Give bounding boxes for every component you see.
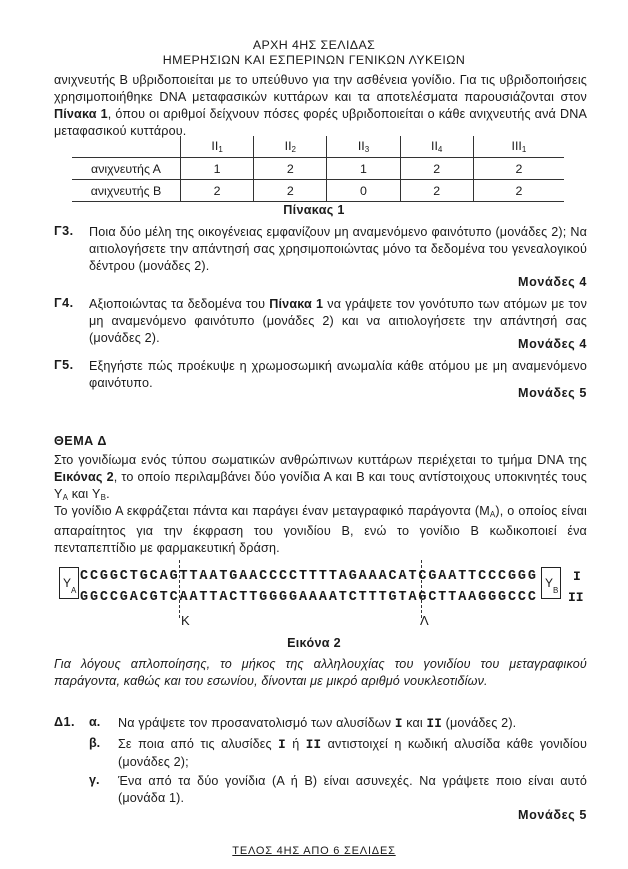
subquestion-text-part: ή — [285, 737, 306, 751]
table-cell: 1 — [181, 158, 254, 180]
subquestion-text-part: και — [402, 716, 427, 730]
figure-reference: Εικόνας 2 — [54, 470, 114, 484]
table-cell: 1 — [327, 158, 400, 180]
subscript: B — [100, 493, 107, 502]
strand-ref: II — [305, 738, 322, 752]
table-cell: 2 — [254, 180, 327, 202]
theme-d-paragraph-2 — [54, 503, 587, 557]
table-1 — [72, 136, 564, 202]
question-text: Εξηγήστε πώς προέκυψε η χρωμοσωμική ανωμαλία κάθε ατόμου με μη αναμενόμενο φαινότυπο. — [89, 359, 587, 390]
promoter-label: Y — [63, 576, 72, 590]
paragraph-text: , το οποίο περιλαμβάνει δύο γονίδια Α και Β και τους αντίστοιχους υποκινητές τους Y — [54, 470, 588, 501]
paragraph-text: Στο γονιδίωμα ενός τύπου σωματικών ανθρώπινων κυττάρων περιέχεται το τμήμα DNA της — [54, 453, 587, 467]
question-text-part: να γράψετε τον γονότυπο των ατόμων με τον μη αναμενόμενο φαινότυπο (μονάδες 2) και να αιτιολογήσετε την απάντησή σας (μονάδες 2). — [89, 297, 588, 345]
row-label: ανιχνευτής Α — [72, 158, 181, 180]
paragraph-text: . — [106, 487, 110, 501]
subquestion-label: α. — [89, 715, 101, 729]
strand-ref: I — [278, 738, 286, 752]
cut-site-k-label: Κ — [181, 613, 190, 628]
table-reference: Πίνακα 1 — [269, 297, 324, 311]
promoter-sub: B — [553, 586, 559, 595]
subquestion-text-part: (μονάδες 2). — [441, 716, 517, 730]
table-row — [72, 158, 564, 180]
subquestion-text — [118, 736, 587, 771]
page-header-start: ΑΡΧΗ 4ΗΣ ΣΕΛΙΔΑΣ — [252, 38, 376, 52]
subquestion-label: γ. — [89, 773, 100, 787]
cut-site-l-label: Λ — [420, 613, 429, 628]
subquestion-text: Ένα από τα δύο γονίδια (Α ή Β) είναι ασυνεχές. Να γράψετε ποιο είναι αυτό (μονάδα 1). — [118, 774, 587, 805]
subquestion-text-part: Σε ποια από τις αλυσίδες — [118, 737, 279, 751]
paragraph-text: Το γονίδιο Α εκφράζεται πάντα και παράγει έναν μεταγραφικό παράγοντα (Μ — [54, 504, 490, 518]
column-header: $II_1$ — [181, 136, 254, 158]
intro-paragraph — [54, 72, 587, 140]
table-cell: 2 — [400, 158, 473, 180]
subquestion-text-part: Να γράψετε τον προσανατολισμό των αλυσίδων — [118, 716, 395, 730]
intro-text: ανιχνευτής Β υβριδοποιείται με το υπεύθυνο για την ασθένεια γονίδιο. Για τις υβριδοποιήσεις χρησιμοποιήθηκε DNA μεταφασικών κυττάρων και τα αποτελέσματα παρουσιάζονται στον — [54, 73, 587, 104]
table-row — [72, 180, 564, 202]
subquestion-text — [118, 715, 587, 733]
page-footer — [0, 845, 628, 857]
theme-d-paragraph-1 — [54, 452, 587, 506]
table-cell: 2 — [400, 180, 473, 202]
promoter-ya-box — [59, 567, 79, 599]
promoter-label: Y — [545, 576, 554, 590]
table-cell: 2 — [473, 158, 564, 180]
column-header: $II_4$ — [400, 136, 473, 158]
paragraph-text: ), ο οποίος είναι απαραίτητος για την έκφραση του γονιδίου Β, ενώ το γονίδιο Β κωδικοποιεί ένα πενταπεπτίδιο με φαρμακευτική δράση. — [54, 504, 587, 555]
dna-top-strand: CCGGCTGCAGTTAATGAACCCCTTTTAGAAACATCGAATTCCCGGG — [80, 569, 538, 584]
simplification-note: Για λόγους απλοποίησης, το μήκος της αλληλουχίας του γονιδίου του μεταγραφικού παράγοντα, καθώς και του εσωνίου, δίνονται με μικρό αριθμό νουκλεοτιδίων. — [54, 657, 587, 688]
question-marks: Μονάδες 4 — [518, 275, 587, 289]
table-caption: Πίνακας 1 — [283, 203, 345, 217]
strand-label-i: I — [573, 569, 581, 584]
footer-text: ΤΕΛΟΣ 4ΗΣ ΑΠΟ 6 ΣΕΛΙΔΕΣ — [232, 845, 396, 857]
subscript: A — [62, 493, 69, 502]
question-number: Δ1. — [54, 715, 76, 729]
column-header: $III_1$ — [473, 136, 564, 158]
question-text — [89, 296, 587, 347]
column-header: $II_3$ — [327, 136, 400, 158]
question-marks: Μονάδες 4 — [518, 337, 587, 351]
question-number: Γ3. — [54, 224, 74, 238]
table-header-row — [72, 136, 564, 158]
strand-ref: II — [426, 717, 442, 731]
question-marks: Μονάδες 5 — [518, 808, 587, 822]
section-title: ΘΕΜΑ Δ — [54, 434, 107, 448]
intro-text-end: , όπου οι αριθμοί δείχνουν πόσες φορές υβριδοποιείται ο κάθε ανιχνευτής ανά DNA μεταφασικού κυττάρου. — [54, 107, 587, 138]
row-label: ανιχνευτής Β — [72, 180, 181, 202]
subquestion-text-part: αντιστοιχεί η κωδική αλυσίδα κάθε γονιδίου (μονάδες 2); — [118, 737, 587, 769]
question-text-part: Αξιοποιώντας τα δεδομένα του — [89, 297, 270, 311]
table-corner — [72, 136, 181, 158]
question-marks: Μονάδες 5 — [518, 386, 587, 400]
figure-caption: Εικόνα 2 — [287, 636, 341, 650]
question-number: Γ5. — [54, 358, 74, 372]
column-header: $II_2$ — [254, 136, 327, 158]
table-cell: 2 — [181, 180, 254, 202]
paragraph-text: και Y — [68, 487, 101, 501]
strand-label-ii: II — [568, 590, 584, 605]
table-reference: Πίνακα 1 — [54, 107, 108, 121]
table-cell: 0 — [327, 180, 400, 202]
promoter-yb-box — [541, 567, 561, 599]
subquestion-label: β. — [89, 736, 101, 750]
table-cell: 2 — [254, 158, 327, 180]
question-text: Ποια δύο μέλη της οικογένειας εμφανίζουν μη αναμενόμενο φαινότυπο (μονάδες 2); Να αιτιολογήσετε την απάντησή σας χρησιμοποιώντας μόνο τα δεδομένα του γενεαλογικού δέντρου (μονάδες 2). — [89, 225, 587, 273]
subscript: Α — [489, 510, 496, 519]
question-number: Γ4. — [54, 296, 74, 310]
promoter-sub: A — [71, 586, 77, 595]
page-header-school: ΗΜΕΡΗΣΙΩΝ ΚΑΙ ΕΣΠΕΡΙΝΩΝ ΓΕΝΙΚΩΝ ΛΥΚΕΙΩΝ — [162, 53, 466, 67]
dna-bottom-strand: GGCCGACGTCAATTACTTGGGGAAAATCTTTGTAGCTTAAGGGCCC — [80, 590, 538, 605]
strand-ref: I — [394, 717, 403, 731]
table-cell: 2 — [473, 180, 564, 202]
